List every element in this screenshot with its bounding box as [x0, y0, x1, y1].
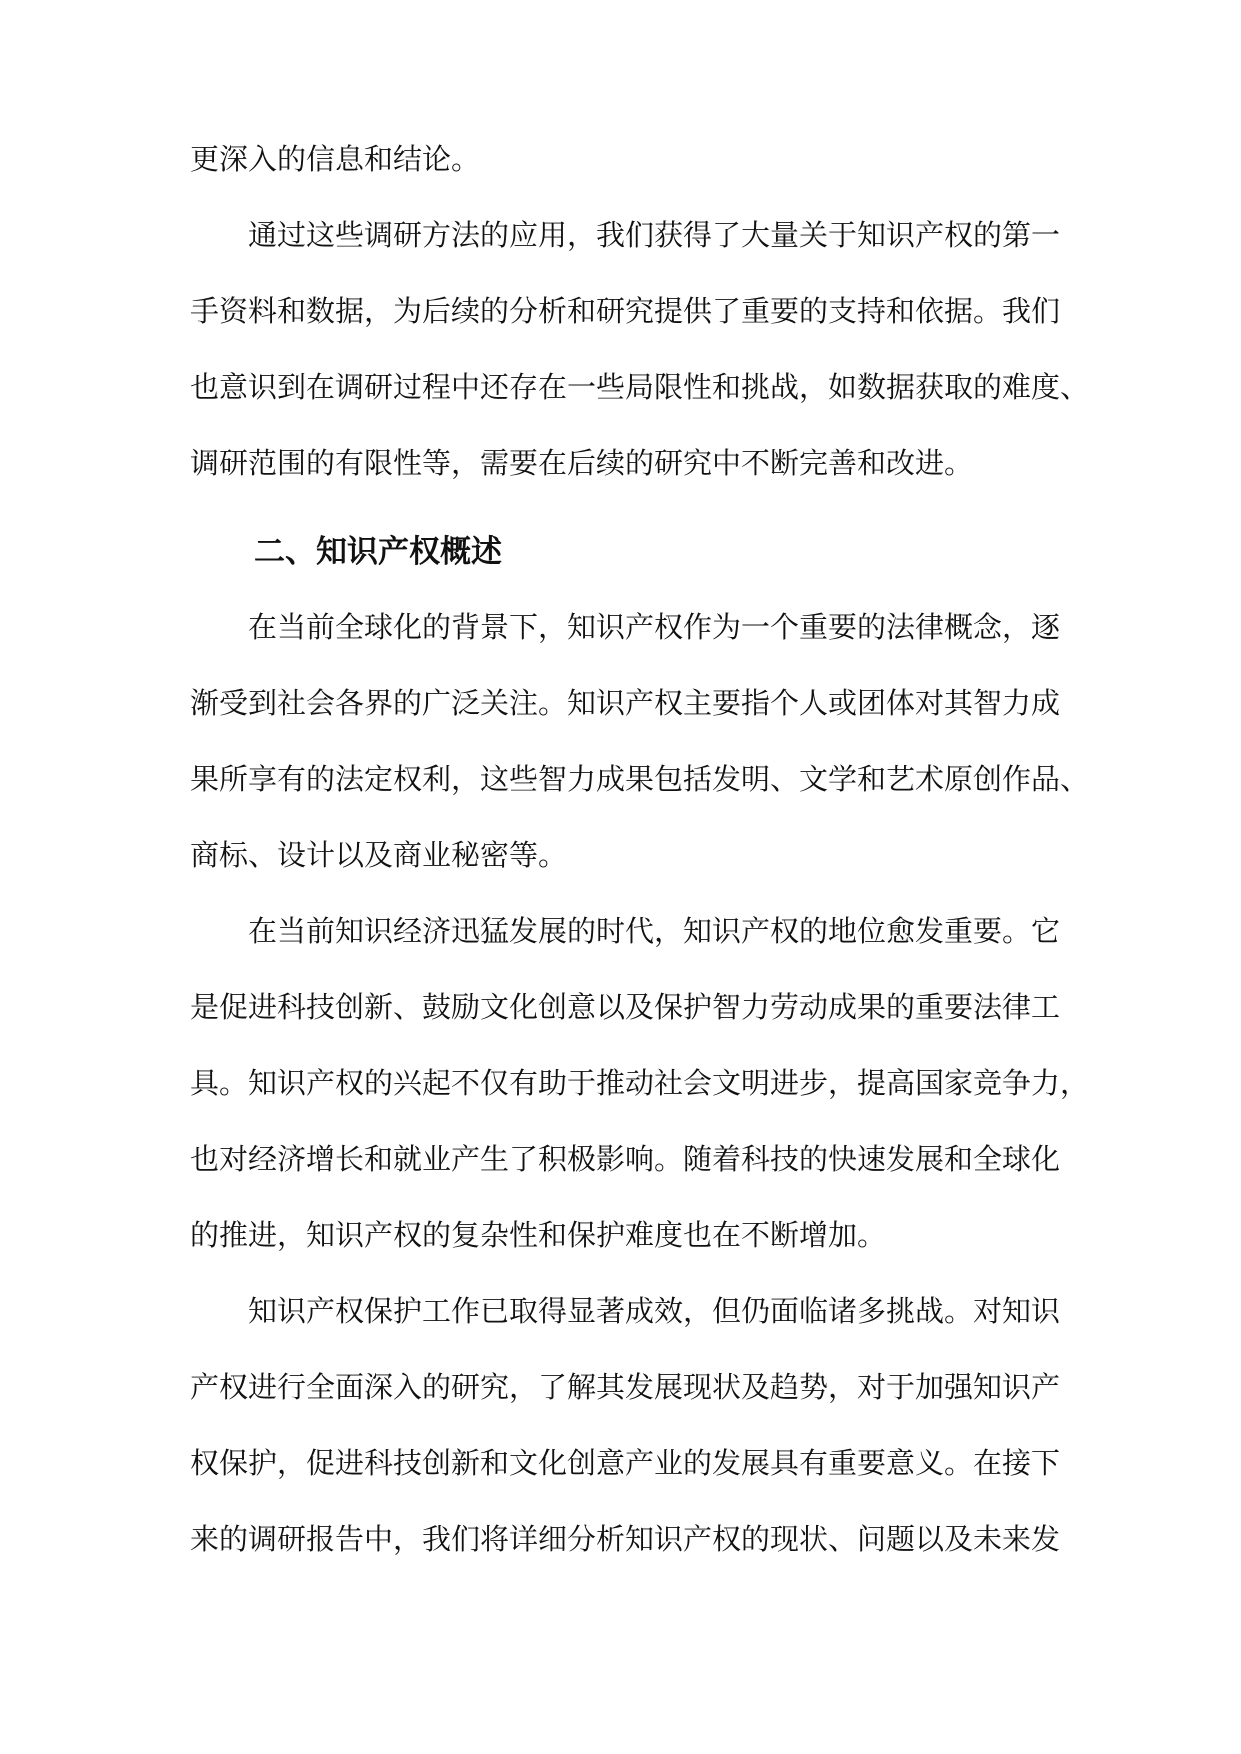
text-line: 在当前知识经济迅猛发展的时代，知识产权的地位愈发重要。它: [248, 914, 1061, 948]
paragraph: [190, 608, 1090, 874]
text-line: 也对经济增长和就业产生了积极影响。随着科技的快速发展和全球化: [190, 1142, 1061, 1176]
paragraph: [190, 912, 1090, 1254]
text-line: 更深入的信息和结论。: [190, 142, 481, 176]
paragraph: [190, 140, 1060, 178]
text-line: 通过这些调研方法的应用，我们获得了大量关于知识产权的第一: [248, 218, 1061, 252]
text-line: 权保护，促进科技创新和文化创意产业的发展具有重要意义。在接下: [190, 1446, 1061, 1480]
text-line: 是促进科技创新、鼓励文化创意以及保护智力劳动成果的重要法律工: [190, 990, 1061, 1024]
text-line: 也意识到在调研过程中还存在一些局限性和挑战，如数据获取的难度、: [190, 370, 1090, 404]
text-line: 的推进，知识产权的复杂性和保护难度也在不断增加。: [190, 1218, 887, 1252]
text-line: 具。知识产权的兴起不仅有助于推动社会文明进步，提高国家竞争力，: [190, 1066, 1090, 1100]
text-line: 渐受到社会各界的广泛关注。知识产权主要指个人或团体对其智力成: [190, 686, 1061, 720]
text-line: 产权进行全面深入的研究，了解其发展现状及趋势，对于加强知识产: [190, 1370, 1061, 1404]
text-line: 调研范围的有限性等，需要在后续的研究中不断完善和改进。: [190, 446, 974, 480]
text-line: 商标、设计以及商业秘密等。: [190, 838, 568, 872]
document-body: [190, 140, 1090, 1596]
text-line: 果所享有的法定权利，这些智力成果包括发明、文学和艺术原创作品、: [190, 762, 1090, 796]
text-line: 来的调研报告中，我们将详细分析知识产权的现状、问题以及未来发: [190, 1522, 1061, 1556]
paragraph: [190, 216, 1090, 482]
text-line: 知识产权保护工作已取得显著成效，但仍面临诸多挑战。对知识: [248, 1294, 1061, 1328]
text-line: 手资料和数据，为后续的分析和研究提供了重要的支持和依据。我们: [190, 294, 1061, 328]
text-line: 在当前全球化的背景下，知识产权作为一个重要的法律概念，逐: [248, 610, 1061, 644]
paragraph: [190, 1292, 1060, 1558]
section-heading: 二、知识产权概述: [254, 534, 502, 570]
